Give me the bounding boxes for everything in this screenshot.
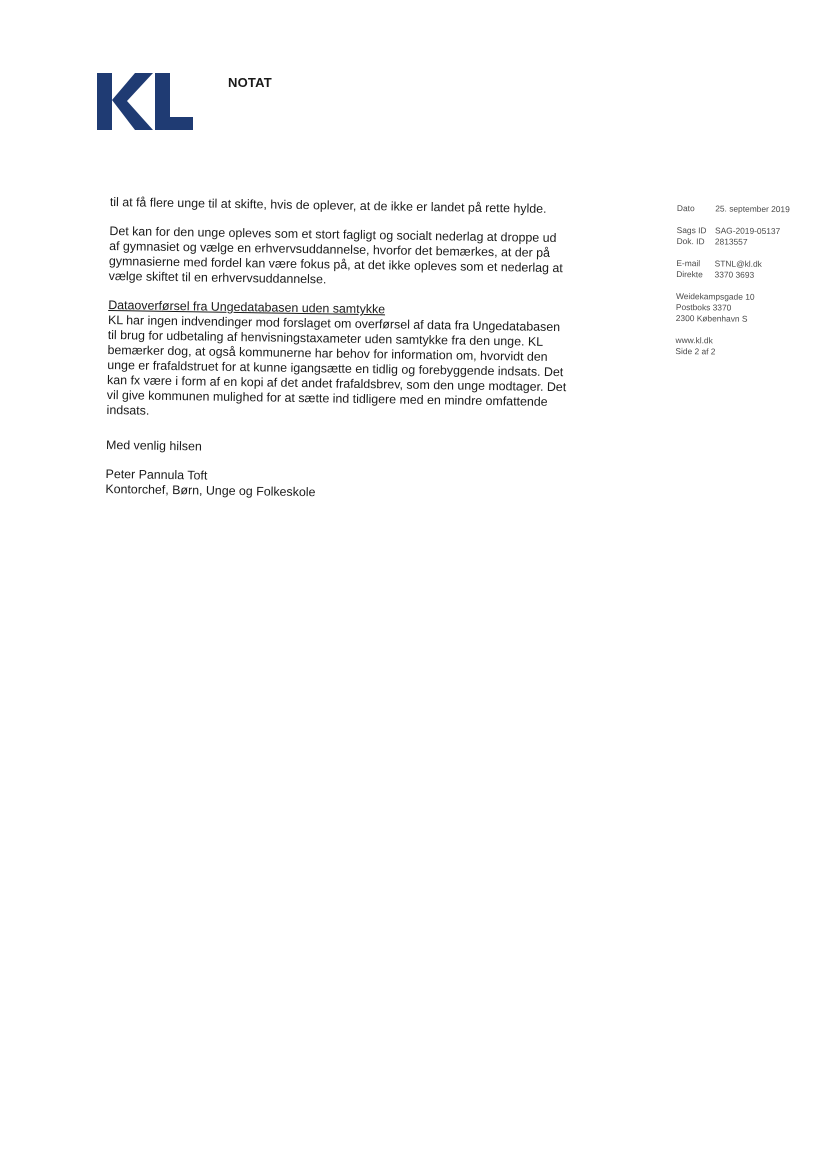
ids-block <box>677 225 817 248</box>
date-label: Dato <box>676 203 695 214</box>
address-line-3: 2300 København S <box>675 312 748 324</box>
signer-name: Peter Pannula Toft <box>105 466 208 483</box>
date-value: 25. september 2019 <box>715 203 790 215</box>
email-label: E-mail <box>676 257 701 269</box>
page-number: Side 2 af 2 <box>675 345 716 357</box>
direkte-label: Direkte <box>676 268 703 280</box>
signer-title: Kontorchef, Børn, Unge og Folkeskole <box>105 481 316 500</box>
document-type-label: NOTAT <box>228 75 272 90</box>
letter-body <box>105 195 570 504</box>
dok-id-label: Dok. ID <box>676 235 705 247</box>
paragraph-nederlag: Det kan for den unge opleves som et stort fagligt og socialt nederlag at droppe ud af gymnasiet og vælge en erhvervsuddannelse, hvorfor det bemærkes, at der på gymnasierne med fordel kan være fokus på, at det ikke opleves som et nederlag at vælge skiftet til en erhvervsuddannelse. <box>108 223 563 287</box>
metadata-sidebar <box>675 203 817 369</box>
dok-id-value: 2813557 <box>714 236 748 247</box>
email-value: STNL@kl.dk <box>714 258 762 269</box>
section-heading: Dataoverførsel fra Ungedatabasen uden samtykke <box>108 297 386 317</box>
sags-id-value: SAG-2019-05137 <box>714 225 781 237</box>
direkte-value: 3370 3693 <box>714 269 755 280</box>
paragraph-continuation: til at få flere unge til at skifte, hvis de oplever, at de ikke er landet på rette hylde. <box>109 195 547 216</box>
website: www.kl.dk <box>675 334 713 346</box>
section-dataoverforsel <box>106 298 568 425</box>
sags-id-label: Sags ID <box>676 224 707 236</box>
web-block <box>675 335 815 358</box>
address-line-1: Weidekampsgade 10 <box>675 290 755 302</box>
address-block <box>676 291 816 325</box>
closing-greeting: Med venlig hilsen <box>105 437 202 454</box>
contact-block <box>676 258 816 281</box>
address-line-2: Postboks 3370 <box>675 301 732 313</box>
date-block <box>677 203 817 215</box>
kl-logo <box>97 73 193 130</box>
paragraph-dataoverforsel: KL har ingen indvendinger mod forslaget om overførsel af data fra Ungedatabasen til brug for udbetaling af henvisningstaxameter uden samtykke fra den unge. KL bemærker dog, at også kommunerne har behov for information om, hvorvidt den unge er frafaldstruet for at kunne igangsætte en tidlig og forebyggende indsats. Det kan fx være i form af en kopi af det andet frafaldsbrev, som den unge modtager. Det vil give kommunen mulighed for at sætte ind tidligere med en mindre omfattende indsats. <box>106 312 567 418</box>
